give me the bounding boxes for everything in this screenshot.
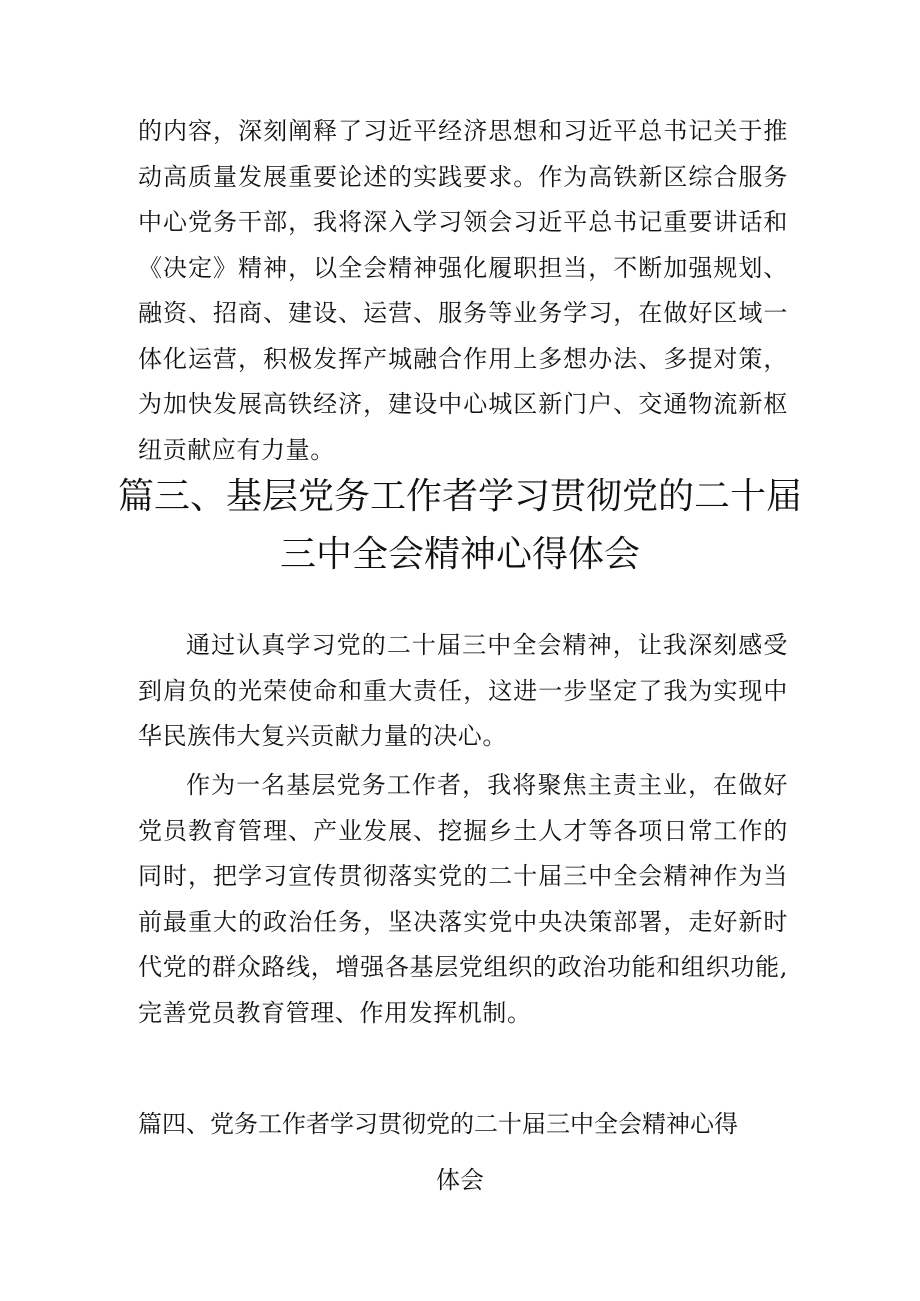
paragraph-continuation: 的内容，深刻阐释了习近平经济思想和习近平总书记关于推动高质量发展重要论述的实践要求。作为高铁新区综合服务中心党务干部，我将深入学习领会习近平总书记重要讲话和《决定》精神，以全会精神强化履职担当，不断加强规划、融资、招商、建设、运营、服务等业务学习，在做好区域一体化运营，积极发挥产城融合作用上多想办法、多提对策，为加快发展高铁经济，建设中心城区新门户、交通物流新枢纽贡献应有力量。 [138,117,788,464]
paragraph-intro: 通过认真学习党的二十届三中全会精神，让我深刻感受到肩负的光荣使命和重大责任，这进一步坚定了我为实现中华民族伟大复兴贡献力量的决心。 [138,631,788,750]
paragraph-commitment: 作为一名基层党务工作者，我将聚焦主责主业，在做好党员教育管理、产业发展、挖掘乡土人才等各项日常工作的同时，把学习宣传贯彻落实党的二十届三中全会精神作为当前最重大的政治任务，坚决落实党中央决策部署，走好新时代党的群众路线，增强各基层党组织的政治功能和组织功能,完善党员教育管理、作用发挥机制。 [138,771,788,1027]
section-heading-3-line-1: 篇三、基层党务工作者学习贯彻党的二十届 [117,476,802,517]
section-heading-3-line-2: 三中全会精神心得体会 [279,534,640,575]
section-heading-4-line-2: 体会 [436,1166,484,1194]
section-heading-3 [100,468,820,584]
section-heading-4-line-1: 篇四、党务工作者学习贯彻党的二十届三中全会精神心得 [138,1110,738,1138]
